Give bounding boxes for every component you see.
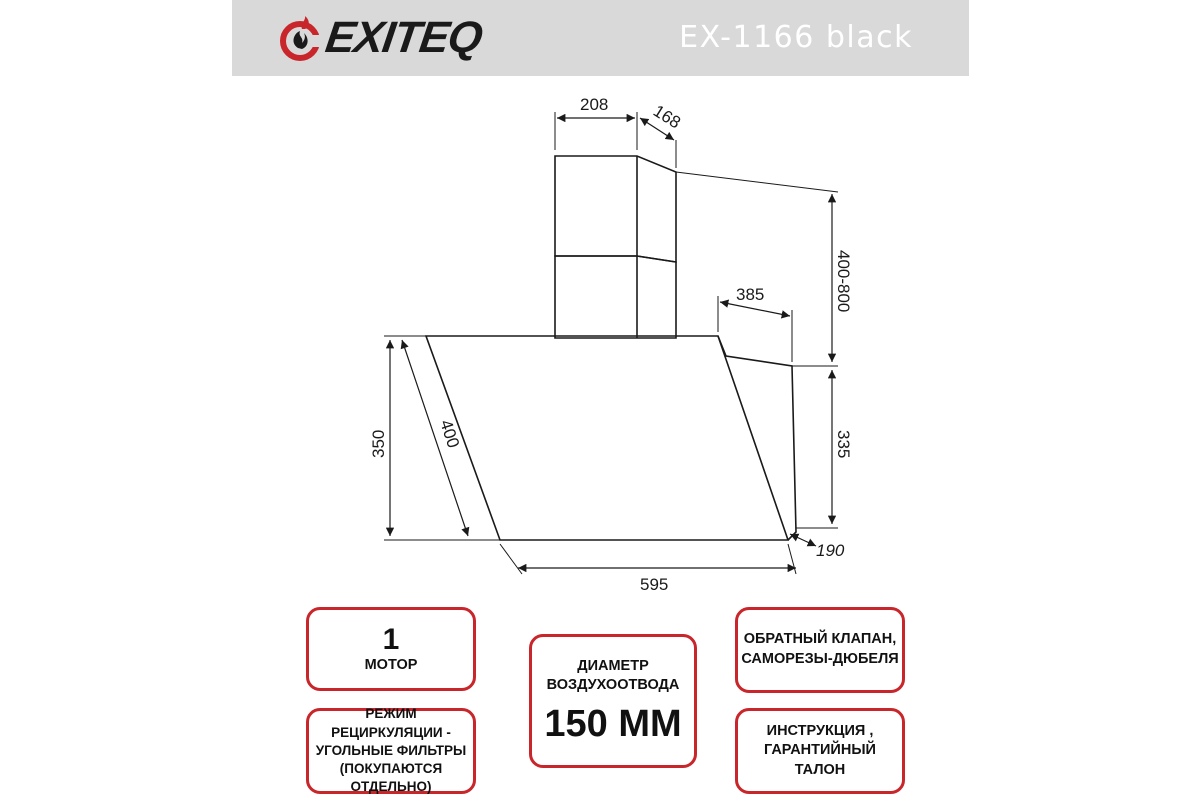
dim-595-label: 595 <box>640 575 669 594</box>
dim-190-line <box>790 534 816 546</box>
recirculation-box <box>306 708 476 794</box>
duct-value: 150 ММ <box>544 702 682 745</box>
manual-line-2: ГАРАНТИЙНЫЙ ТАЛОН <box>764 742 876 778</box>
motor-count: 1 <box>382 622 400 656</box>
dim-400-800-label: 400-800 <box>834 250 853 313</box>
dim-400-label: 400 <box>436 417 464 451</box>
chimney-lower <box>555 256 676 338</box>
valve-box <box>735 607 905 693</box>
motor-box <box>306 607 476 691</box>
manual-box <box>735 708 905 794</box>
brand-name: EXITEQ <box>322 13 485 62</box>
dim-208-label: 208 <box>580 95 609 114</box>
valve-line-1: ОБРАТНЫЙ КЛАПАН, <box>743 631 897 648</box>
chimney-upper <box>555 156 676 262</box>
model-name: EX-1166 black <box>679 20 913 55</box>
duct-box <box>529 634 697 768</box>
dim-168-label: 168 <box>649 101 685 133</box>
manual-line-1: ИНСТРУКЦИЯ , <box>766 722 874 739</box>
hood-side <box>718 336 796 540</box>
dim-190-label: 190 <box>816 541 845 560</box>
dim-385-label: 385 <box>736 285 765 304</box>
recirculation-text: РЕЖИМ РЕЦИРКУЛЯЦИИ - УГОЛЬНЫЕ ФИЛЬТРЫ (ПОКУПАЮТСЯ ОТДЕЛЬНО) <box>315 706 467 795</box>
dim-335-label: 335 <box>834 430 853 459</box>
hood-body <box>426 336 788 540</box>
valve-line-2: САМОРЕЗЫ-ДЮБЕЛЯ <box>741 651 899 667</box>
motor-label: МОТОР <box>364 656 418 673</box>
dim-385-line <box>720 302 790 316</box>
duct-label-1: ДИАМЕТР <box>577 657 649 674</box>
duct-label-2: ВОЗДУХООТВОДА <box>546 677 680 694</box>
dim-350-label: 350 <box>369 429 388 458</box>
